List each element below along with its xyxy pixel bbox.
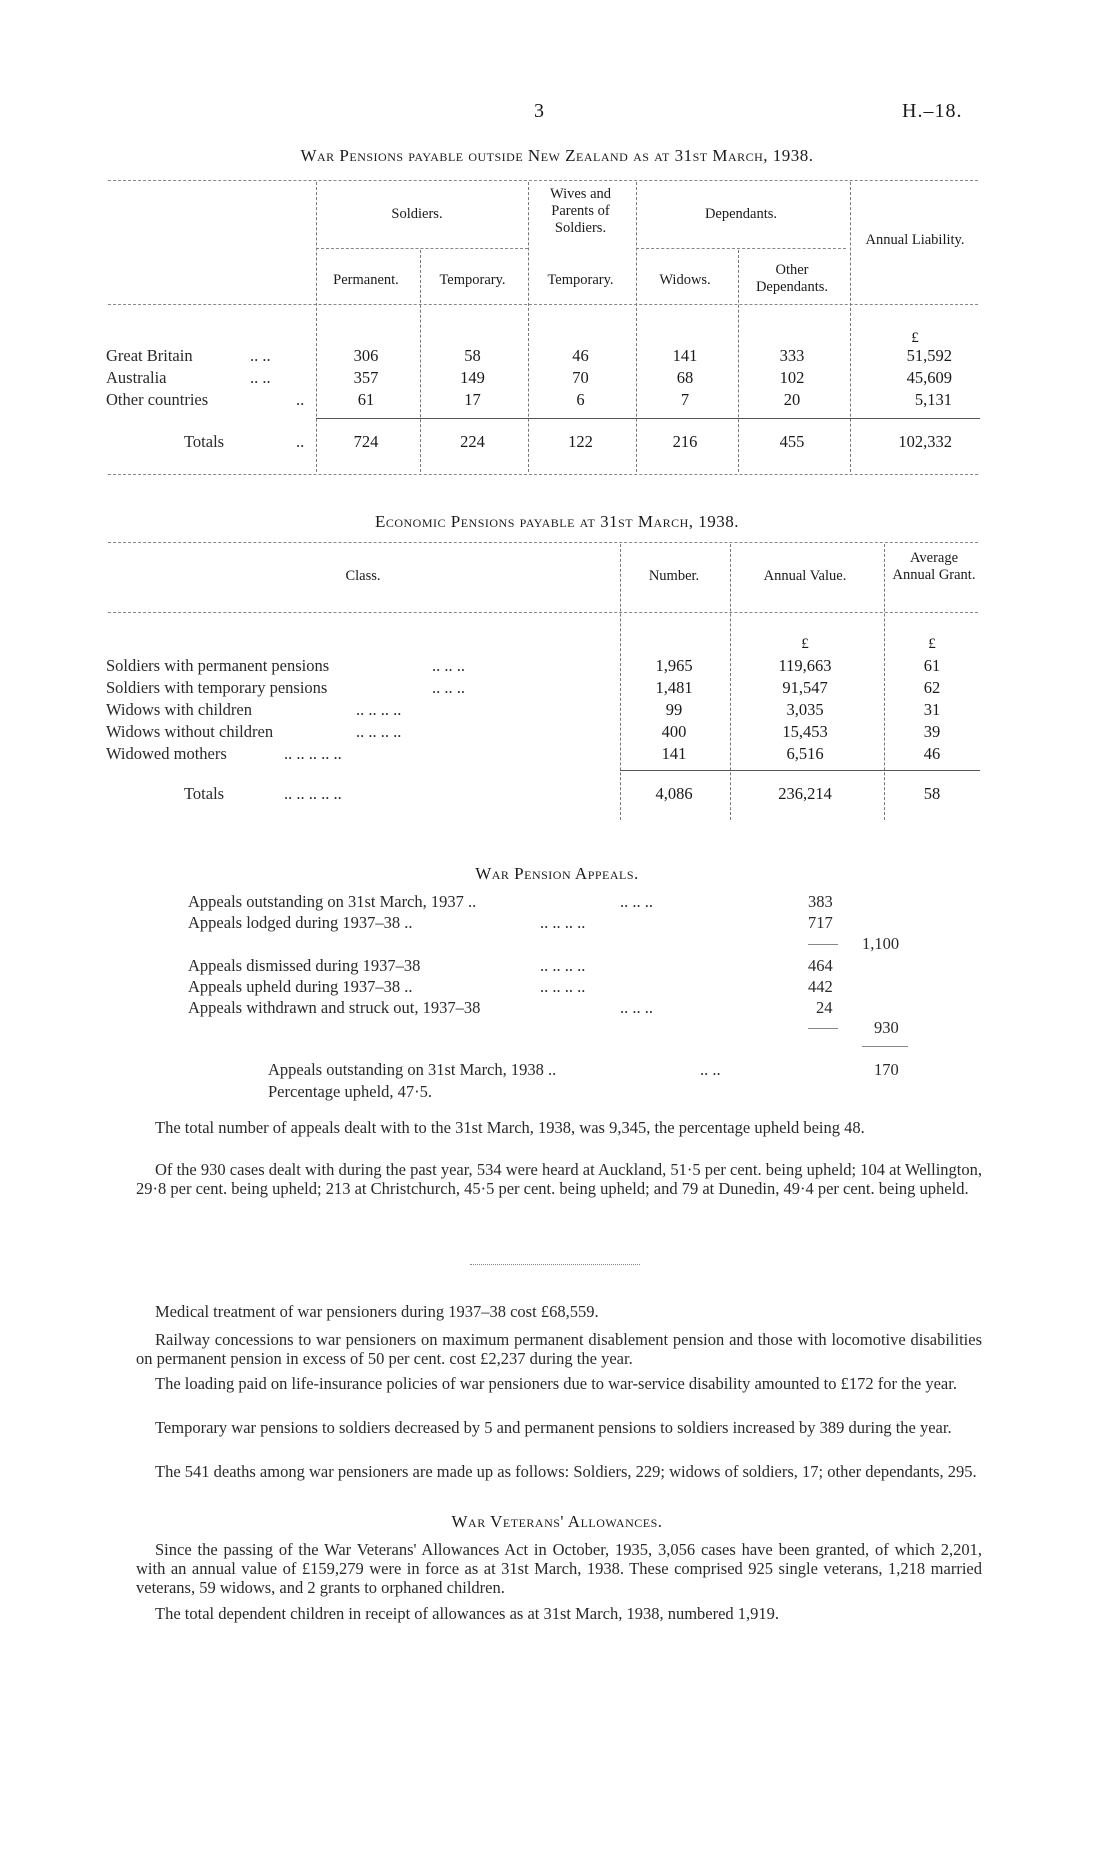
subtotal-rule: [808, 1028, 838, 1029]
page-number: 3: [534, 100, 544, 122]
leader-dots: .. .. .. .. ..: [284, 784, 342, 803]
paragraph-text: Temporary war pensions to soldiers decreased by 5 and permanent pensions to soldiers increased by 389 during the year.: [155, 1418, 952, 1437]
other-dependants-cell: 333: [779, 346, 805, 365]
dependants-header: Dependants.: [704, 206, 778, 222]
section-divider: [470, 1264, 640, 1265]
average-grant-cell: 31: [923, 700, 941, 719]
table-row: [106, 390, 208, 410]
widows-cell: 7: [680, 390, 690, 409]
row-label: Widows without children: [106, 722, 274, 741]
paragraph: [136, 1462, 982, 1481]
annual-value-cell: 91,547: [782, 678, 828, 697]
temporary-cell: 17: [464, 390, 481, 409]
permanent-cell: 61: [357, 390, 375, 409]
appeal-line-value: 24: [816, 998, 833, 1017]
column-divider: [636, 182, 637, 472]
currency-symbol: £: [911, 330, 919, 346]
subtotal-rule: [808, 944, 838, 945]
leader-dots: .. .. .. ..: [540, 956, 586, 975]
liability-cell: 51,592: [906, 346, 952, 365]
outstanding-label: Appeals outstanding on 31st March, 1938 ..: [268, 1060, 557, 1079]
appeal-line-value: 717: [808, 913, 833, 932]
paragraph-text: The loading paid on life-insurance policies of war pensioners due to war-service disability amounted to £172 for the year.: [155, 1374, 957, 1393]
annual-value-cell: 3,035: [786, 700, 824, 719]
liability-cell: 5,131: [914, 390, 952, 409]
paragraph-text: The total dependent children in receipt of allowances as at 31st March, 1938, numbered 1,919.: [155, 1604, 780, 1623]
soldiers-header: Soldiers.: [391, 206, 443, 222]
currency-symbol: £: [928, 636, 936, 652]
leader-dots: .. ..: [700, 1060, 721, 1079]
paragraph: [136, 1418, 982, 1437]
wp-temporary-header: Temporary.: [547, 272, 614, 288]
document-reference: H.–18.: [902, 100, 963, 122]
totals-label: Totals: [184, 432, 225, 451]
row-label: Soldiers with temporary pensions: [106, 678, 328, 697]
appeal-line-value: 383: [808, 892, 833, 911]
class-header: Class.: [345, 568, 381, 584]
totals-rule: [316, 418, 980, 419]
number-cell: 1,965: [655, 656, 693, 675]
number-total: 4,086: [655, 784, 693, 803]
widows-cell: 68: [676, 368, 694, 387]
permanent-total: 724: [353, 432, 379, 451]
leader-dots: .. .. .. .. ..: [284, 744, 342, 763]
war-pensions-table-title: War Pensions payable outside New Zealand as at 31st March, 1938.: [300, 146, 814, 165]
column-divider: [850, 182, 851, 472]
row-label: Great Britain: [106, 346, 193, 365]
subtotal-rule: [862, 1046, 908, 1047]
temporary-cell: 149: [460, 368, 485, 387]
annual-value-total: 236,214: [778, 784, 832, 803]
average-grant-cell: 61: [923, 656, 941, 675]
paragraph: [136, 1118, 982, 1137]
totals-rule: [620, 770, 980, 771]
paragraph: [136, 1302, 982, 1321]
appeal-line-value: 442: [808, 977, 833, 996]
header-bottom-rule: [108, 612, 978, 613]
currency-symbol: £: [801, 636, 809, 652]
annual-value-header: Annual Value.: [763, 568, 847, 584]
paragraph-text: Medical treatment of war pensioners during 1937–38 cost £68,559.: [155, 1302, 599, 1321]
number-cell: 141: [661, 744, 687, 763]
wives-parents-header: Wives and Parents of Soldiers.: [549, 186, 612, 236]
permanent-cell: 306: [353, 346, 379, 365]
paragraph: [136, 1160, 982, 1198]
header-bottom-rule: [108, 304, 978, 305]
temporary-total: 224: [460, 432, 485, 451]
other-dependants-header: Other Dependants.: [755, 262, 829, 295]
appeal-line-label: Appeals lodged during 1937–38 ..: [188, 913, 413, 932]
row-label: Soldiers with permanent pensions: [106, 656, 330, 675]
appeals-title: War Pension Appeals.: [475, 864, 639, 883]
paragraph-text: Of the 930 cases dealt with during the past year, 534 were heard at Auckland, 51·5 per cent. being upheld; 104 at Wellington, 29·8 per cent. being upheld; 213 at Christchurch, 45·5 per cent. being upheld; and 79 at Dunedin, 49·4 per cent. being upheld.: [136, 1160, 982, 1198]
permanent-header: Permanent.: [333, 272, 399, 288]
row-label: Australia: [106, 368, 167, 387]
widows-cell: 141: [672, 346, 698, 365]
soldiers-group-rule: [316, 248, 528, 249]
other-dependants-cell: 102: [779, 368, 805, 387]
paragraph-text: Since the passing of the War Veterans' Allowances Act in October, 1935, 3,056 cases have been granted, of which 2,201, with an annual value of £159,279 were in force as at 31st March, 1938. These comprised 925 single veterans, 1,218 married veterans, 59 widows, and 2 grants to orphaned children.: [136, 1540, 982, 1597]
appeal-line-value: 464: [808, 956, 833, 975]
outstanding-value: 170: [874, 1060, 899, 1079]
leader-dots: .. .. .. ..: [356, 700, 402, 719]
row-label: Widowed mothers: [106, 744, 227, 763]
paragraph-text: Railway concessions to war pensioners on maximum permanent disablement pension and those with locomotive disabilities on permanent pension in excess of 50 per cent. cost £2,237 during the year.: [136, 1330, 982, 1368]
wp-temporary-cell: 46: [572, 346, 589, 365]
paragraph: [136, 1540, 982, 1597]
average-grant-header: Average Annual Grant.: [892, 550, 976, 583]
leader-dots: .. .. ..: [620, 892, 653, 911]
leader-dots: .. .. ..: [620, 998, 653, 1017]
annual-value-cell: 15,453: [782, 722, 828, 741]
leader-dots: .. .. .. ..: [540, 913, 586, 932]
leader-dots: .. ..: [250, 346, 271, 365]
average-grant-cell: 62: [923, 678, 941, 697]
other-dependants-cell: 20: [783, 390, 801, 409]
percentage-upheld: Percentage upheld, 47·5.: [268, 1082, 433, 1101]
average-grant-cell: 46: [923, 744, 941, 763]
paragraph: [136, 1604, 982, 1623]
table-top-rule: [108, 542, 978, 543]
average-grant-cell: 39: [923, 722, 941, 741]
wp-temporary-cell: 6: [576, 390, 585, 409]
appeals-subtotal-2: 930: [874, 1018, 899, 1037]
appeal-line-label: Appeals outstanding on 31st March, 1937 ..: [188, 892, 477, 911]
economic-table-title: Economic Pensions payable at 31st March, 1938.: [374, 512, 740, 531]
dependants-group-rule: [636, 248, 846, 249]
appeal-line-label: Appeals dismissed during 1937–38: [188, 956, 421, 975]
table-top-rule: [108, 180, 978, 181]
appeal-line-label: Appeals upheld during 1937–38 ..: [188, 977, 413, 996]
paragraph-text: The 541 deaths among war pensioners are made up as follows: Soldiers, 229; widows of soldiers, 17; other dependants, 295.: [155, 1462, 977, 1481]
paragraph: [136, 1374, 982, 1393]
temporary-cell: 58: [464, 346, 481, 365]
wp-temporary-cell: 70: [572, 368, 589, 387]
leader-dots: ..: [296, 390, 305, 409]
annual-liability-header: Annual Liability.: [865, 232, 965, 248]
leader-dots: .. ..: [250, 368, 271, 387]
number-header: Number.: [648, 568, 700, 584]
leader-dots: ..: [296, 432, 305, 451]
number-cell: 1,481: [655, 678, 693, 697]
table-row: [106, 346, 193, 366]
liability-cell: 45,609: [906, 368, 952, 387]
average-grant-total: 58: [923, 784, 941, 803]
appeals-subtotal-1: 1,100: [862, 934, 900, 953]
temporary-header: Temporary.: [439, 272, 506, 288]
paragraph-text: The total number of appeals dealt with to the 31st March, 1938, was 9,345, the percentage upheld being 48.: [155, 1118, 865, 1137]
leader-dots: .. .. ..: [432, 656, 465, 675]
column-divider: [528, 182, 529, 472]
appeal-line-label: Appeals withdrawn and struck out, 1937–38: [188, 998, 481, 1017]
leader-dots: .. .. .. ..: [356, 722, 402, 741]
liability-total: 102,332: [898, 432, 952, 451]
veterans-allowances-title: War Veterans' Allowances.: [451, 1512, 663, 1531]
column-divider: [316, 182, 317, 472]
number-cell: 99: [665, 700, 683, 719]
row-label: Widows with children: [106, 700, 252, 719]
widows-total: 216: [672, 432, 698, 451]
table-bottom-rule: [108, 474, 978, 475]
other-dependants-total: 455: [779, 432, 805, 451]
row-label: Other countries: [106, 390, 209, 409]
annual-value-cell: 6,516: [786, 744, 824, 763]
number-cell: 400: [661, 722, 687, 741]
totals-label: Totals: [184, 784, 225, 803]
permanent-cell: 357: [353, 368, 379, 387]
paragraph: [136, 1330, 982, 1368]
leader-dots: .. .. .. ..: [540, 977, 586, 996]
widows-header: Widows.: [659, 272, 711, 288]
wp-temporary-total: 122: [568, 432, 593, 451]
leader-dots: .. .. ..: [432, 678, 465, 697]
table-row: [106, 368, 166, 388]
annual-value-cell: 119,663: [778, 656, 832, 675]
